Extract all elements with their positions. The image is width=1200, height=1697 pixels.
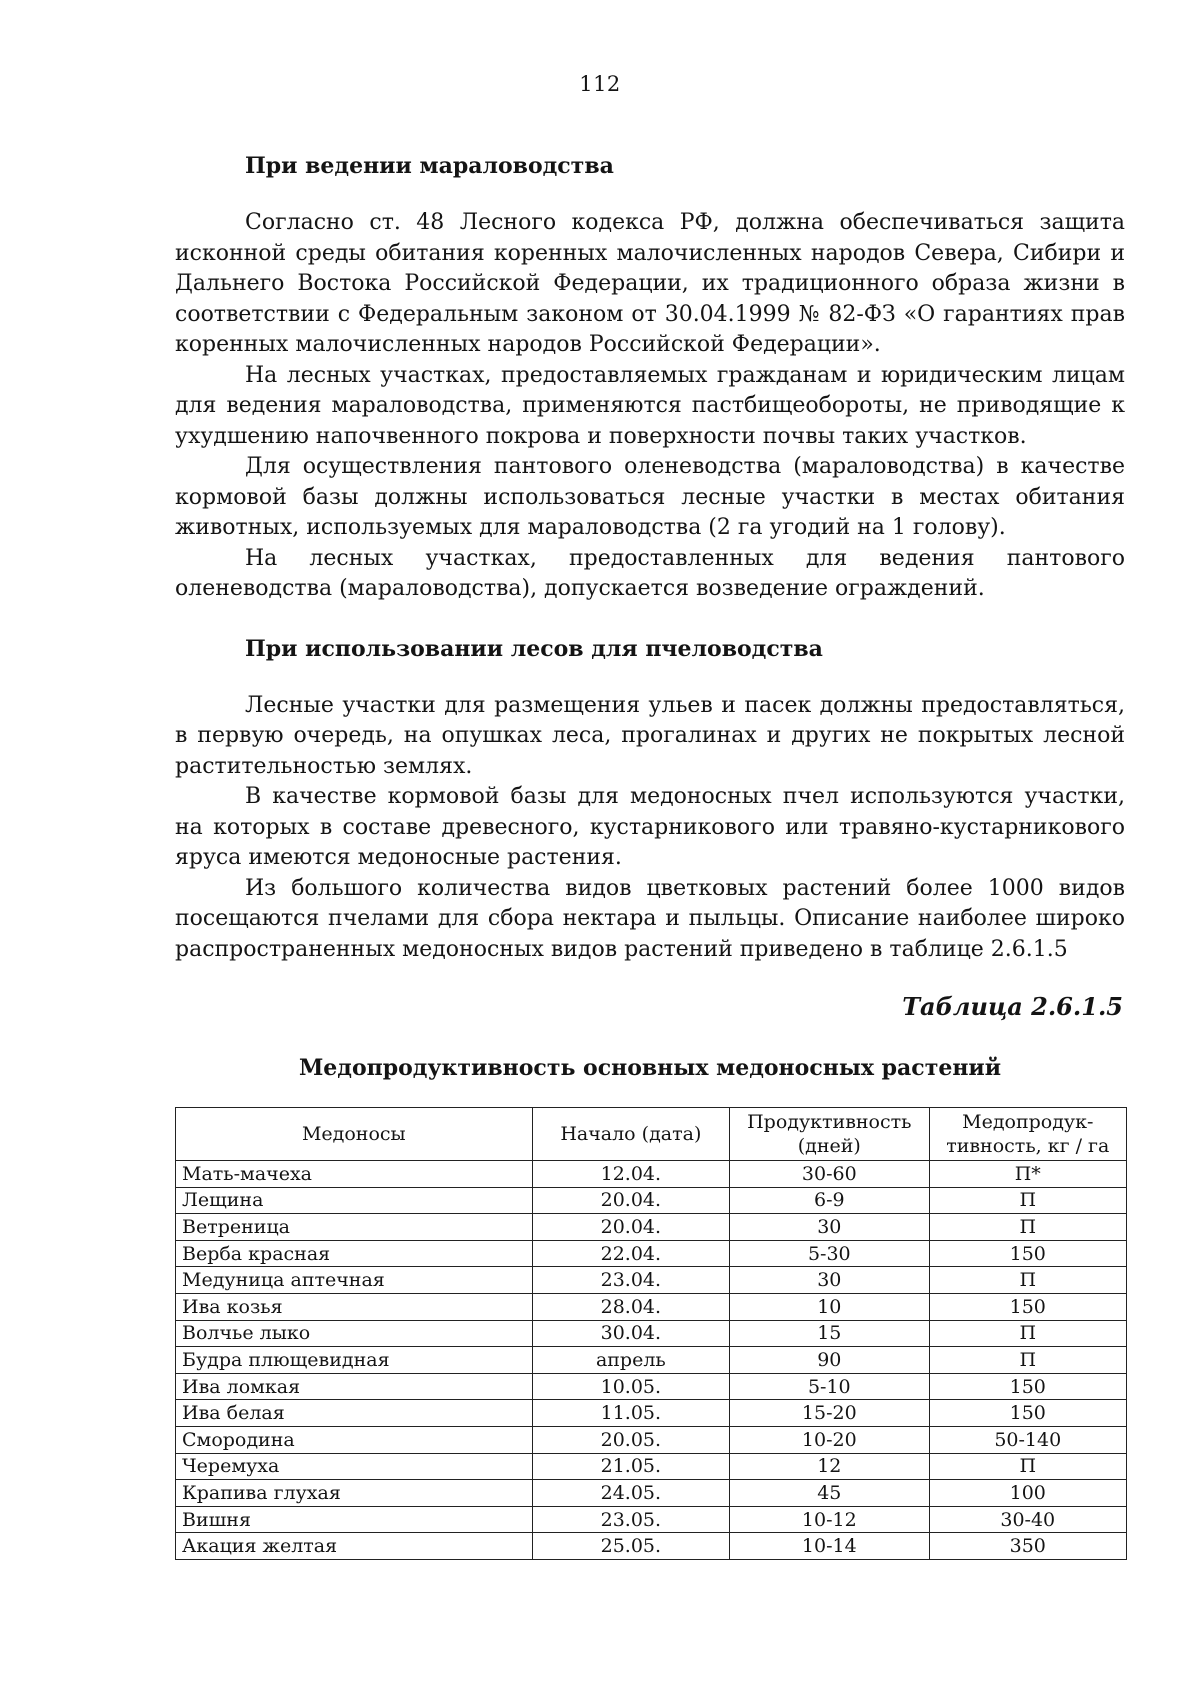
page-content xyxy=(175,150,1125,1560)
cell-plant-name: Черемуха xyxy=(176,1453,533,1480)
cell-productivity: 90 xyxy=(730,1347,929,1374)
cell-productivity: 30 xyxy=(730,1267,929,1294)
cell-productivity: 5-10 xyxy=(730,1373,929,1400)
cell-start-date: 12.04. xyxy=(532,1161,729,1188)
table-row xyxy=(176,1533,1127,1560)
paragraph: На лесных участках, предоставляемых гражданам и юридическим лицам для ведения мараловодства, применяются пастбищеобороты, не приводящие к ухудшению напочвенного покрова и поверхности почвы таких участков. xyxy=(175,362,1125,449)
cell-plant-name: Будра плющевидная xyxy=(176,1347,533,1374)
cell-plant-name: Волчье лыко xyxy=(176,1320,533,1347)
table-row xyxy=(176,1480,1127,1507)
table-row xyxy=(176,1267,1127,1294)
cell-productivity: 10 xyxy=(730,1293,929,1320)
cell-start-date: 20.05. xyxy=(532,1426,729,1453)
cell-honey-yield: П xyxy=(929,1267,1126,1294)
cell-honey-yield: П xyxy=(929,1187,1126,1214)
cell-productivity: 10-20 xyxy=(730,1426,929,1453)
cell-honey-yield: 350 xyxy=(929,1533,1126,1560)
cell-start-date: 23.04. xyxy=(532,1267,729,1294)
cell-start-date: 22.04. xyxy=(532,1240,729,1267)
honey-plants-table xyxy=(175,1107,1127,1560)
cell-honey-yield: 150 xyxy=(929,1400,1126,1427)
cell-productivity: 30 xyxy=(730,1214,929,1241)
cell-honey-yield: П xyxy=(929,1214,1126,1241)
table-row xyxy=(176,1187,1127,1214)
table-header-row xyxy=(176,1108,1127,1161)
cell-start-date: 23.05. xyxy=(532,1506,729,1533)
cell-plant-name: Ива ломкая xyxy=(176,1373,533,1400)
table-row xyxy=(176,1453,1127,1480)
paragraph: Для осуществления пантового оленеводства (мараловодства) в качестве кормовой базы должны использоваться лесные участки в местах обитания животных, используемых для мараловодства (2 га угодий на 1 голову). xyxy=(175,454,1125,540)
table-caption: Таблица 2.6.1.5 xyxy=(902,992,1123,1021)
cell-start-date: апрель xyxy=(532,1347,729,1374)
table-row xyxy=(176,1214,1127,1241)
cell-honey-yield: П xyxy=(929,1347,1126,1374)
table-row xyxy=(176,1161,1127,1188)
cell-start-date: 10.05. xyxy=(532,1373,729,1400)
table-row xyxy=(176,1426,1127,1453)
paragraph: Из большого количества видов цветковых растений более 1000 видов посещаются пчелами для сбора нектара и пыльцы. Описание наиболее широко распространенных медоносных видов растений приведено в таблице 2.6.1.5 xyxy=(175,875,1125,962)
cell-productivity: 5-30 xyxy=(730,1240,929,1267)
cell-start-date: 21.05. xyxy=(532,1453,729,1480)
cell-productivity: 15-20 xyxy=(730,1400,929,1427)
cell-plant-name: Крапива глухая xyxy=(176,1480,533,1507)
section-heading-beekeeping: При использовании лесов для пчеловодства xyxy=(245,635,823,662)
cell-productivity: 10-12 xyxy=(730,1506,929,1533)
cell-productivity: 6-9 xyxy=(730,1187,929,1214)
cell-honey-yield: П xyxy=(929,1453,1126,1480)
cell-productivity: 10-14 xyxy=(730,1533,929,1560)
paragraph: Согласно ст. 48 Лесного кодекса РФ, должна обеспечиваться защита исконной среды обитания коренных малочисленных народов Севера, Сибири и Дальнего Востока Российской Федерации, их традиционного образа жизни в соответствии с Федеральным законом от 30.04.1999 № 82-ФЗ «О гарантиях прав коренных малочисленных народов Российской Федерации». xyxy=(175,210,1125,357)
cell-plant-name: Ива козья xyxy=(176,1293,533,1320)
cell-start-date: 25.05. xyxy=(532,1533,729,1560)
header-start-date: Начало (дата) xyxy=(532,1108,729,1161)
cell-plant-name: Смородина xyxy=(176,1426,533,1453)
cell-honey-yield: 150 xyxy=(929,1373,1126,1400)
cell-plant-name: Мать-мачеха xyxy=(176,1161,533,1188)
cell-plant-name: Верба красная xyxy=(176,1240,533,1267)
cell-start-date: 20.04. xyxy=(532,1187,729,1214)
table-row xyxy=(176,1320,1127,1347)
cell-honey-yield: 50-140 xyxy=(929,1426,1126,1453)
table-row xyxy=(176,1293,1127,1320)
paragraph: На лесных участках, предоставленных для ведения пантового оленеводства (мараловодства), допускается возведение ограждений. xyxy=(175,545,1125,601)
cell-plant-name: Вишня xyxy=(176,1506,533,1533)
cell-productivity: 30-60 xyxy=(730,1161,929,1188)
table-row xyxy=(176,1373,1127,1400)
cell-start-date: 30.04. xyxy=(532,1320,729,1347)
cell-productivity: 15 xyxy=(730,1320,929,1347)
cell-plant-name: Медуница аптечная xyxy=(176,1267,533,1294)
cell-plant-name: Лещина xyxy=(176,1187,533,1214)
cell-start-date: 20.04. xyxy=(532,1214,729,1241)
header-plants: Медоносы xyxy=(176,1108,533,1161)
paragraph: В качестве кормовой базы для медоносных пчел используются участки, на которых в составе древесного, кустарникового или травяно-кустарникового яруса имеются медоносные растения. xyxy=(175,784,1125,870)
cell-honey-yield: 30-40 xyxy=(929,1506,1126,1533)
cell-honey-yield: 150 xyxy=(929,1293,1126,1320)
cell-honey-yield: П xyxy=(929,1320,1126,1347)
cell-productivity: 12 xyxy=(730,1453,929,1480)
table-row xyxy=(176,1506,1127,1533)
cell-plant-name: Ветреница xyxy=(176,1214,533,1241)
cell-honey-yield: 150 xyxy=(929,1240,1126,1267)
section-heading-maral: При ведении мараловодства xyxy=(245,153,614,179)
cell-start-date: 28.04. xyxy=(532,1293,729,1320)
cell-honey-yield: П* xyxy=(929,1161,1126,1188)
table-title: Медопродуктивность основных медоносных растений xyxy=(298,1055,1002,1081)
cell-plant-name: Ива белая xyxy=(176,1400,533,1427)
header-productivity-days: Продуктивность (дней) xyxy=(730,1108,929,1161)
paragraph: Лесные участки для размещения ульев и пасек должны предоставляться, в первую очередь, на опушках леса, прогалинах и других не покрытых лесной растительностью землях. xyxy=(175,692,1125,779)
cell-productivity: 45 xyxy=(730,1480,929,1507)
cell-start-date: 24.05. xyxy=(532,1480,729,1507)
header-honey-yield: Медопродук-тивность, кг / га xyxy=(929,1108,1126,1161)
cell-honey-yield: 100 xyxy=(929,1480,1126,1507)
page-number: 112 xyxy=(579,72,621,96)
table-row xyxy=(176,1240,1127,1267)
table-body xyxy=(176,1161,1127,1560)
table-row xyxy=(176,1400,1127,1427)
table-row xyxy=(176,1347,1127,1374)
cell-plant-name: Акация желтая xyxy=(176,1533,533,1560)
cell-start-date: 11.05. xyxy=(532,1400,729,1427)
